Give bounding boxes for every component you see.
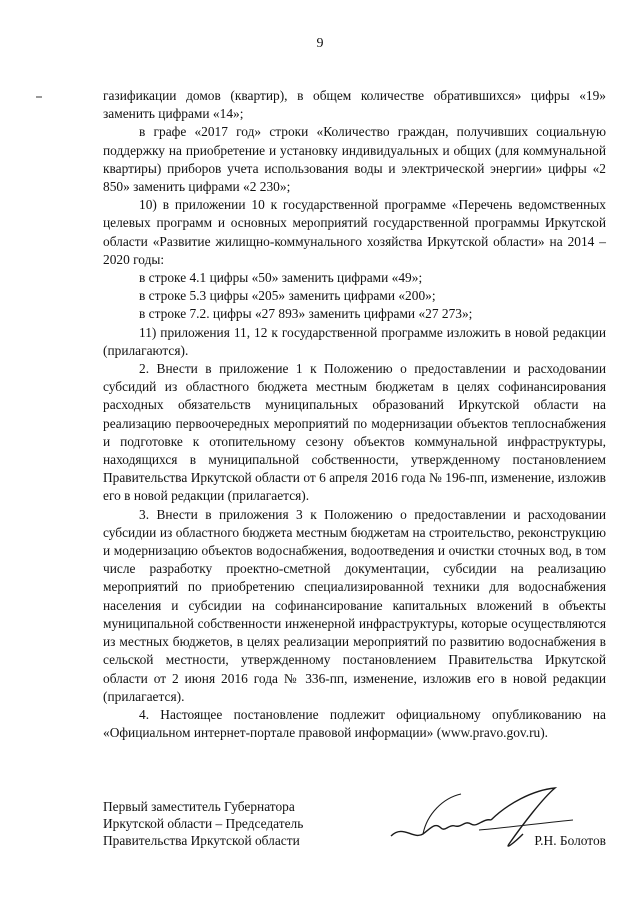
signature-block bbox=[103, 798, 606, 858]
paragraph: 10) в приложении 10 к государственной программе «Перечень ведомственных целевых программ и основных мероприятий государственной программы Иркутской области «Развитие жилищно-коммунального хозяйства Иркутской области» на 2014 – 2020 годы: bbox=[103, 197, 606, 267]
paragraph: в строке 4.1 цифры «50» заменить цифрами «49»; bbox=[139, 270, 423, 286]
signatory-title-line: Первый заместитель Губернатора bbox=[103, 799, 295, 814]
paragraph: 11) приложения 11, 12 к государственной программе изложить в новой редакции (прилагаются). bbox=[103, 324, 606, 358]
signatory-title-line: Правительства Иркутской области bbox=[103, 833, 300, 848]
document-body bbox=[103, 87, 606, 742]
signatory-title-line: Иркутской области – Председатель bbox=[103, 816, 304, 831]
page-number: 9 bbox=[316, 36, 324, 51]
signatory-name: Р.Н. Болотов bbox=[534, 833, 606, 848]
paragraph: в строке 7.2. цифры «27 893» заменить цифрами «27 273»; bbox=[139, 306, 473, 322]
margin-mark bbox=[36, 96, 42, 98]
paragraph: 2. Внести в приложение 1 к Положению о предоставлении и расходовании субсидий из областного бюджета местным бюджетам в целях софинансирования расходных обязательств муниципальных образований Иркутской области на реализацию первоочередных мероприятий по модернизации объектов теплоснабжения и подготовке к отопительному сезону объектов коммунальной инфраструктуры, находящихся в муниципальной собственности, утвержденному постановлением Правительства Иркутской области от 6 апреля 2016 года № 196-пп, изменение, изложив его в новой редакции (прилагается). bbox=[103, 361, 606, 504]
paragraph: в графе «2017 год» строки «Количество граждан, получивших социальную поддержку на приобретение и установку индивидуальных и общих (для коммунальной квартиры) приборов учета использования воды и электрической энергии» цифры «2 850» заменить цифрами «2 230»; bbox=[103, 124, 606, 195]
paragraph: 3. Внести в приложения 3 к Положению о предоставлении и расходовании субсидии из областного бюджета местным бюджетам на строительство, реконструкцию и модернизацию объектов водоснабжения, водоотведения и очистки сточных вод, в том числе разработку проектно-сметной документации, субсидии на реализацию мероприятий по приобретению специализированной техники для водоснабжения населения и субсидии на софинансирование капитальных вложений в объекты муниципальной собственности инженерной инфраструктуры, которые осуществляются из местных бюджетов, в целях реализации мероприятий по развитию водоснабжения в сельской местности, утвержденному постановлением Правительства Иркутской области от 2 июня 2016 года № 336-пп, изменение, изложив его в новой редакции (прилагается). bbox=[103, 506, 606, 704]
paragraph: в строке 5.3 цифры «205» заменить цифрами «200»; bbox=[139, 288, 436, 304]
paragraph: 4. Настоящее постановление подлежит официальному опубликованию на «Официальном интернет-портале правовой информации» (www.pravo.gov.ru). bbox=[103, 706, 606, 741]
paragraph: газификации домов (квартир), в общем количестве обратившихся» цифры «19» заменить цифрами «14»; bbox=[103, 88, 606, 122]
